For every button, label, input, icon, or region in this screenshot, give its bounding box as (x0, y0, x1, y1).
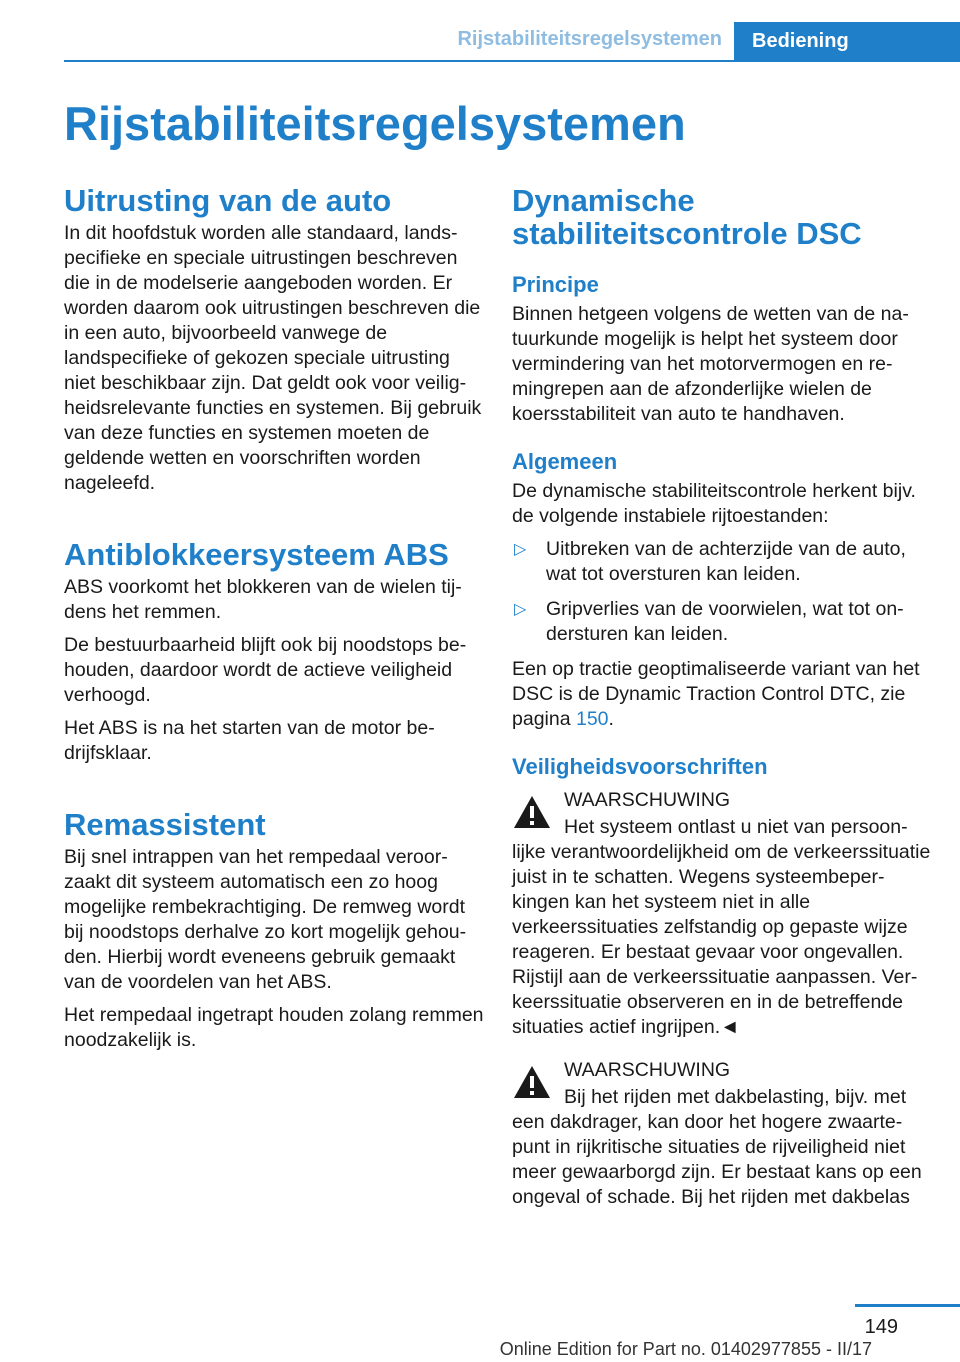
header-section-title: Rijstabiliteitsregelsystemen (457, 28, 722, 50)
footer-edition: Online Edition for Part no. 01402977855 - II/17 (499, 1339, 872, 1359)
warning-text: Het systeem ontlast u niet van persoonlijke verantwoordelijkheid om de verkeerssituatie juist in te schatten. Wegens systeembeperkingen kan het systeem niet in alle verkeerssituaties zelfstandig op gepaste wijze reageren. Er bestaat gevaar voor ongevallen. Rijstijl aan de verkeerssituatie aanpassen. Verkeerssituatie observeren en in de betreffende situaties actief ingrijpen.◄ (512, 816, 931, 1038)
subtitle-principe: Principe (512, 272, 599, 297)
right-column (512, 184, 932, 1228)
page-title: Rijstabiliteitsregelsystemen (64, 97, 686, 150)
section-title-dsc: Dynamische stabiliteitscontrole DSC (512, 183, 862, 251)
instability-list (512, 537, 932, 647)
footer-rule (855, 1304, 960, 1307)
list-item: ▷ Gripverlies van de voorwielen, wat tot ondersturen kan leiden. (514, 598, 904, 645)
triangle-bullet-icon: ▷ (514, 541, 527, 558)
page-reference-link[interactable]: 150 (575, 708, 609, 730)
page-number: 149 (864, 1316, 898, 1338)
warning-text: Bij het rijden met dakbelasting, bijv. met een dakdrager, kan door het hogere zwaartepunt in rijkritische situaties de rijveiligheid niet meer gewaarborgd zijn. Er bestaat kans op een ongeval of schade. Bij het rijden met dakbelas (512, 1086, 922, 1208)
warning-triangle-icon (512, 1064, 552, 1100)
algemeen-paragraph: De dynamische stabiliteitscontrole herkent bijv. de volgende instabiele rijtoestanden: (512, 480, 916, 527)
principe-paragraph: Binnen hetgeen volgens de wetten van de natuurkunde mogelijk is helpt het systeem door vermindering van het motorvermogen en remingrepen aan de afzonderlijke wielen de koersstabiliteit van auto te handhaven. (512, 303, 909, 425)
abs-paragraph-2: De bestuurbaarheid blijft ook bij noodstops behouden, daardoor wordt de actieve veiligheid verhoogd. (64, 634, 467, 706)
warning-triangle-icon (512, 794, 552, 830)
section-title-equipment: Uitrusting van de auto (64, 183, 392, 218)
warning-box-1 (512, 788, 932, 1040)
dtc-paragraph: Een op tractie geoptimaliseerde variant van het DSC is de Dynamic Traction Control DTC, zie pagina 150. (512, 658, 920, 730)
abs-paragraph-3: Het ABS is na het starten van de motor bedrijfsklaar. (64, 717, 435, 764)
subtitle-safety: Veiligheidsvoorschriften (512, 754, 768, 779)
warning-title: WAARSCHUWING (564, 789, 731, 811)
warning-box-2 (512, 1058, 932, 1210)
warning-title: WAARSCHUWING (564, 1059, 731, 1081)
abs-paragraph-1: ABS voorkomt het blokkeren van de wielen tijdens het remmen. (64, 576, 462, 623)
brake-assist-paragraph-2: Het rempedaal ingetrapt houden zolang remmen noodzakelijk is. (64, 1004, 484, 1051)
left-column (64, 184, 484, 1061)
section-title-abs: Antiblokkeersysteem ABS (64, 537, 449, 572)
equipment-paragraph: In dit hoofdstuk worden alle standaard, landspecifieke en speciale uitrustingen beschreven die in de modelserie aangeboden worden. Er worden daarom ook uitrustingen beschreven die in een auto, bijvoorbeeld vanwege de landspecifieke of gekozen speciale uitrusting niet beschikbaar zijn. Dat geldt ook voor veiligheidsrelevante functies en systemen. Bij gebruik van deze functies en systemen moeten de geldende wetten en voorschriften worden nageleefd. (64, 222, 482, 494)
subtitle-algemeen: Algemeen (512, 449, 618, 474)
section-title-brake-assist: Remassistent (64, 807, 266, 842)
brake-assist-paragraph-1: Bij snel intrappen van het rempedaal veroorzaakt dit systeem automatisch een zo hoog mogelijke rembekrachtiging. De remweg wordt bij noodstops derhalve zo kort mogelijk gehouden. Hierbij wordt eveneens gebruik gemaakt van de voordelen van het ABS. (64, 846, 467, 993)
triangle-bullet-icon: ▷ (514, 601, 527, 618)
header-rule (64, 60, 960, 62)
header-chapter-tab: Bediening (734, 22, 960, 62)
list-item: ▷ Uitbreken van de achterzijde van de auto, wat tot oversturen kan leiden. (514, 538, 906, 585)
